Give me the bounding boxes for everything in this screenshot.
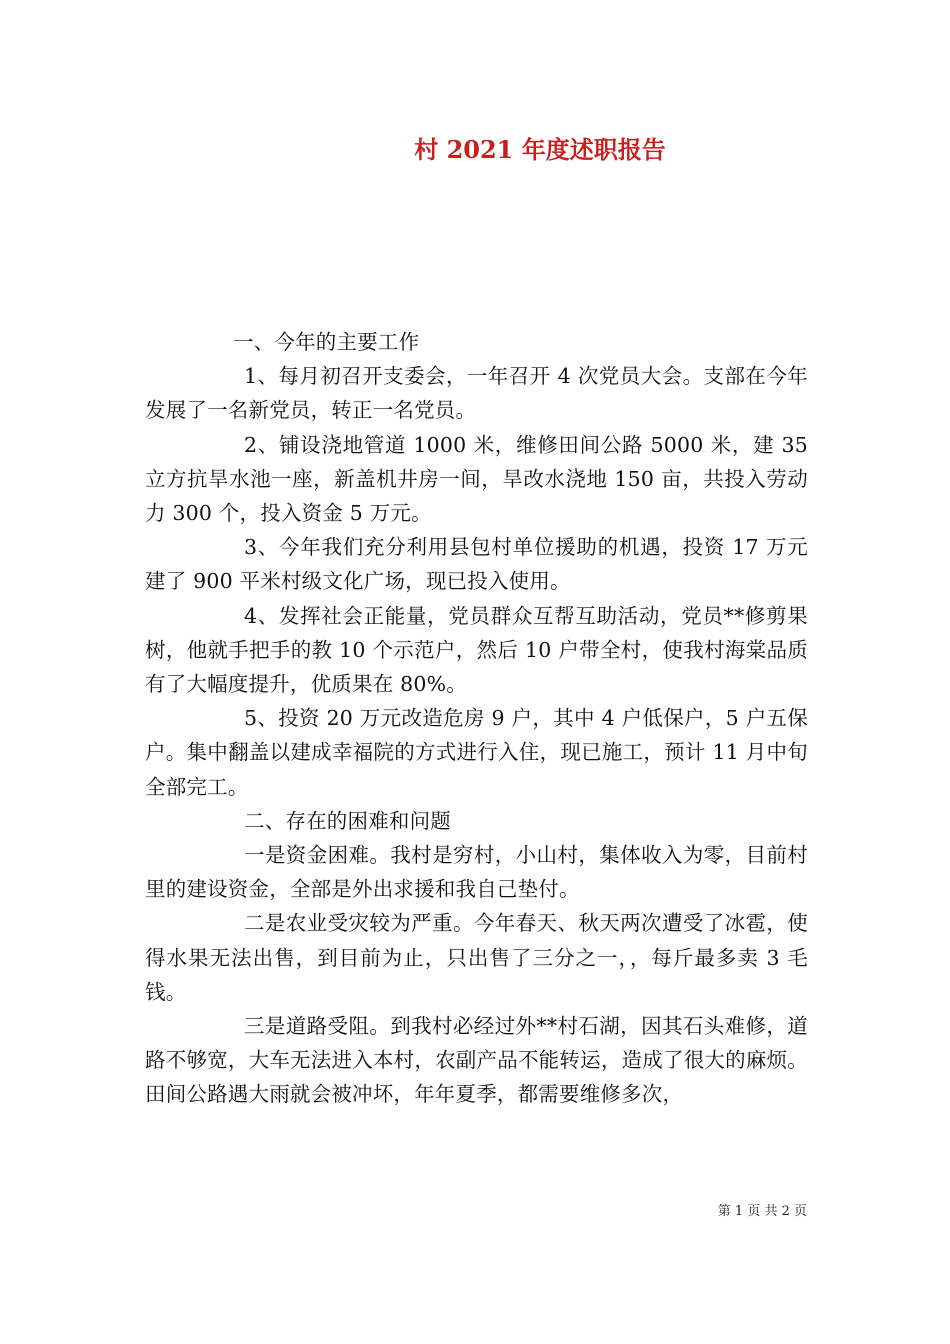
paragraph-work-1: 1、每月初召开支委会，一年召开 4 次党员大会。支部在今年发展了一名新党员，转正一名党员。 (145, 364, 808, 423)
document-body (145, 325, 808, 1112)
paragraph-work-2: 2、铺设浇地管道 1000 米，维修田间公路 5000 米，建 35 立方抗旱水池一座，新盖机井房一间，旱改水浇地 150 亩，共投入劳动力 300 个，投入资金 5 万元。 (145, 432, 808, 526)
paragraph-problem-1: 一是资金困难。我村是穷村，小山村，集体收入为零，目前村里的建设资金，全部是外出求援和我自己垫付。 (145, 843, 808, 902)
page-number-footer: 第 1 页 共 2 页 (717, 1204, 807, 1219)
paragraph-work-3: 3、今年我们充分利用县包村单位援助的机遇，投资 17 万元建了 900 平米村级文化广场，现已投入使用。 (145, 535, 808, 594)
paragraph-problem-2: 二是农业受灾较为严重。今年春天、秋天两次遭受了冰雹，使得水果无法出售，到目前为止，只出售了三分之一，，每斤最多卖 3 毛钱。 (145, 911, 808, 1004)
document-title: 村 2021 年度述职报告 (414, 135, 666, 164)
paragraph-work-4: 4、发挥社会正能量，党员群众互帮互助活动，党员**修剪果树，他就手把手的教 10 个示范户，然后 10 户带全村，使我村海棠品质有了大幅度提升，优质果在 80%。 (145, 603, 808, 697)
section-heading-problems: 二、存在的困难和问题 (244, 808, 451, 833)
paragraph-work-5: 5、投资 20 万元改造危房 9 户，其中 4 户低保户，5 户五保户。集中翻盖以建成幸福院的方式进行入住，现已施工，预计 11 月中旬全部完工。 (145, 706, 808, 799)
section-heading-main-work: 一、今年的主要工作 (233, 330, 420, 354)
paragraph-problem-3: 三是道路受阻。到我村必经过外**村石湖，因其石头难修，道路不够宽，大车无法进入本村，农副产品不能转运，造成了很大的麻烦。田间公路遇大雨就会被冲坏，年年夏季，都需要维修多次， (145, 1014, 808, 1107)
